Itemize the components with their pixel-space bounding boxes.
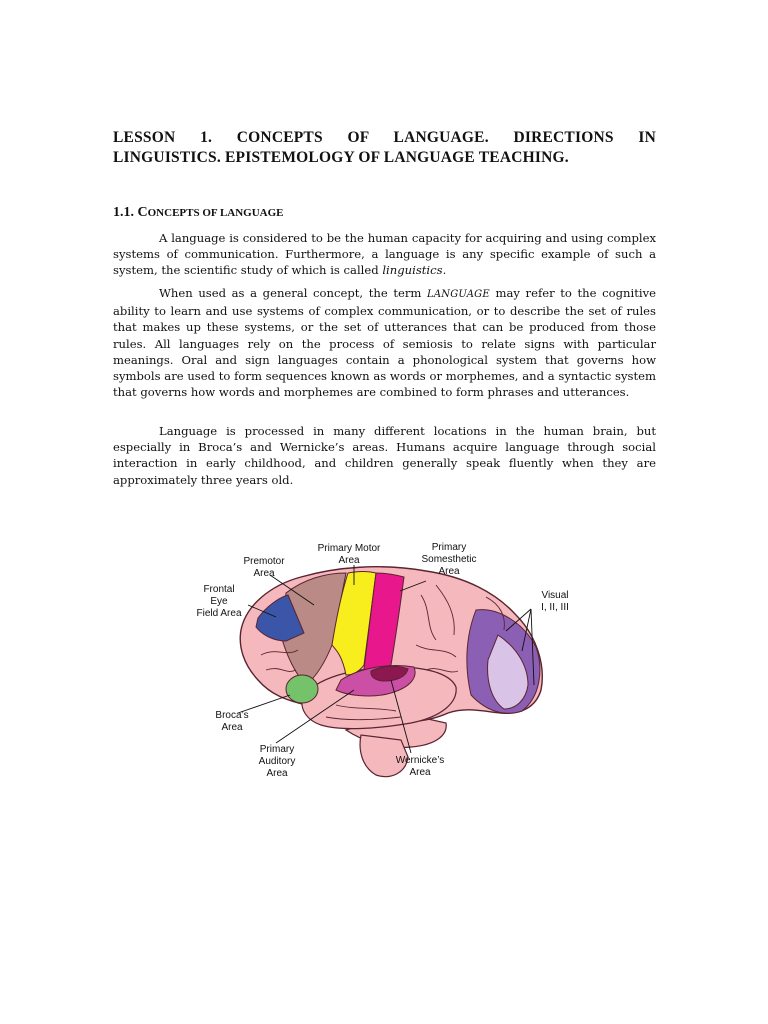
label-somesthetic-2: Somesthetic (421, 554, 477, 565)
label-somesthetic-1: Primary (431, 542, 467, 553)
section-number: 1.1. (113, 205, 134, 220)
paragraph-2-rest: may refer to the cognitive ability to learn and use systems of complex communication, or to describe the set of rules that makes up these systems, or the set of utterances that can be produced from those rules. All languages rely on the process of semiosis to relate signs with particular meanings. Oral and sign languages contain a phonological system that governs how symbols are used to form sequences known as words or morphemes, and a syntactic system that governs how words and morphemes are combined to form phrases and utterances. (113, 286, 656, 400)
paragraph-1 (113, 230, 656, 279)
label-premotor-1: Premotor (243, 556, 285, 567)
label-primary-motor-2: Area (338, 555, 360, 566)
label-auditory-2: Auditory (258, 756, 296, 767)
label-visual-2: I, II, III (541, 602, 569, 613)
label-broca-2: Area (221, 722, 243, 733)
paragraph-1-text: A language is considered to be the human capacity for acquiring and using complex systems of communication. Furthermore, a language is any specific example of such a system, the scientific study of which is called (113, 231, 656, 278)
section-word-language: ANGUAGE (227, 207, 284, 219)
label-wernicke-2: Area (409, 767, 431, 778)
section-initial-c: C (137, 205, 148, 220)
brain-diagram-svg (186, 535, 586, 795)
paragraph-2 (113, 285, 656, 400)
brain-diagram (186, 535, 586, 795)
label-frontal-3: Field Area (196, 608, 242, 619)
section-word-concepts: ONCEPTS OF (147, 207, 220, 219)
paragraph-1-end: . (442, 263, 447, 278)
paragraph-2-term: LANGUAGE (427, 289, 490, 300)
paragraph-3 (113, 423, 656, 488)
label-frontal-1: Frontal (203, 584, 235, 595)
label-auditory-1: Primary (259, 744, 295, 755)
lesson-title-line-2: LINGUISTICS. EPISTEMOLOGY OF LANGUAGE TEACHING. (113, 149, 569, 166)
label-broca-1: Broca’s (215, 710, 249, 721)
label-frontal-2: Eye (210, 596, 228, 607)
broca-area-region (286, 675, 318, 703)
label-visual-1: Visual (541, 590, 569, 601)
label-wernicke-1: Wernicke’s (395, 755, 445, 766)
lesson-title-line-1: LESSON 1. CONCEPTS OF LANGUAGE. DIRECTIONS IN (113, 129, 656, 146)
section-heading (113, 205, 284, 221)
label-auditory-3: Area (266, 768, 288, 779)
paragraph-2-start: When used as a general concept, the term (159, 286, 428, 300)
paragraph-1-italic: linguistics (382, 263, 443, 278)
section-initial-l: L (219, 207, 228, 219)
lesson-title (113, 128, 656, 168)
paragraph-3-text: Language is processed in many different locations in the human brain, but especially in Broca’s and Wernicke’s areas. Humans acquire language through social interaction in early childhood, and children generally speak fluently when they are approximately three years old. (113, 424, 656, 487)
label-primary-motor-1: Primary Motor (317, 543, 381, 554)
label-premotor-2: Area (253, 568, 275, 579)
label-somesthetic-3: Area (438, 566, 460, 577)
